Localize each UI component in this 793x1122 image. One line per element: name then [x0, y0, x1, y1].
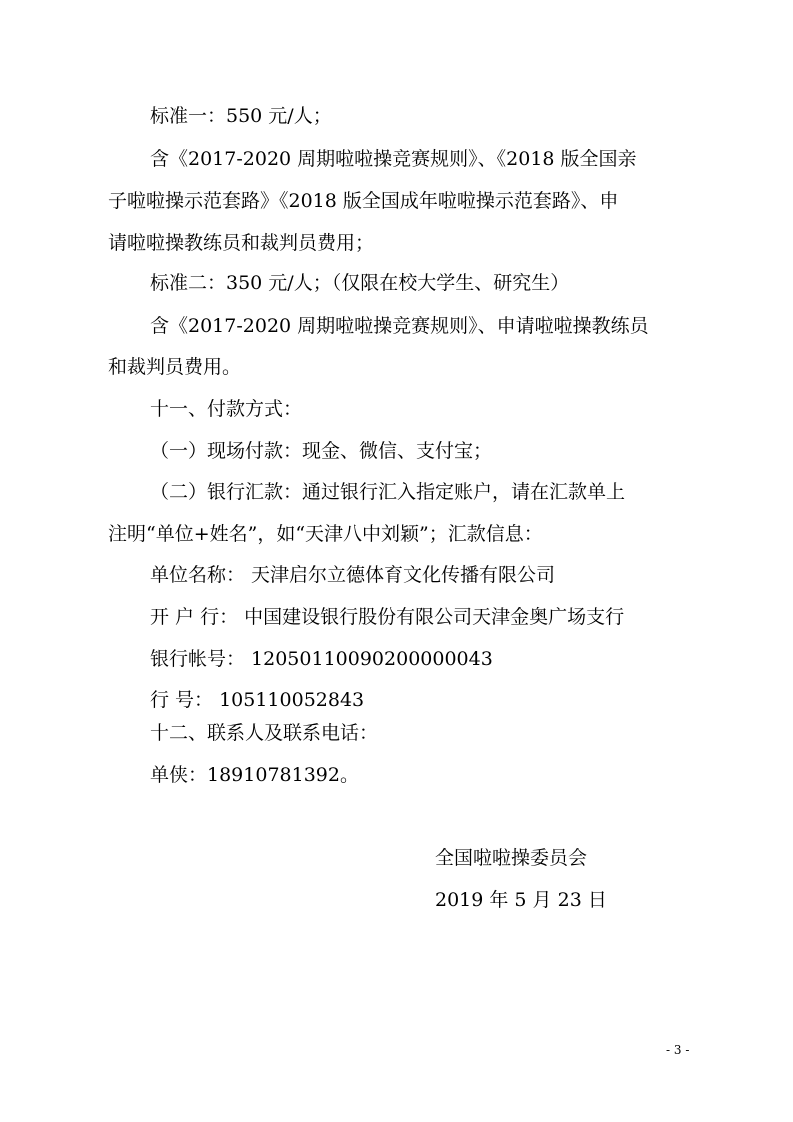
fee-standard-2: 标准二：350 元/人；（仅限在校大学生、研究生）: [150, 272, 570, 294]
fee-standard-1: 标准一：550 元/人；: [150, 105, 332, 127]
payment-method-1: （一）现场付款：现金、微信、支付宝；: [150, 440, 493, 462]
fee-standard-1-includes-line-3: 请啦啦操教练员和裁判员费用；: [108, 232, 375, 254]
contact-person: 单侠：18910781392。: [150, 764, 359, 786]
bank-unit-name: 单位名称： 天津启尔立德体育文化传播有限公司: [150, 564, 556, 586]
fee-standard-2-includes-line-1: 含《2017-2020 周期啦啦操竞赛规则》、申请啦啦操教练员: [150, 315, 649, 337]
bank-account: 银行帐号： 12050110090200000043: [150, 648, 493, 670]
bank-code: 行 号： 105110052843: [150, 689, 365, 711]
fee-standard-1-includes-line-2: 子啦啦操示范套路》《2018 版全国成年啦啦操示范套路》、申: [108, 190, 619, 212]
fee-standard-1-includes-line-1: 含《2017-2020 周期啦啦操竞赛规则》、《2018 版全国亲: [150, 148, 637, 170]
page-number: - 3 -: [666, 1043, 690, 1057]
signature-date: 2019 年 5 月 23 日: [435, 889, 607, 911]
fee-standard-2-includes-line-2: 和裁判员费用。: [108, 356, 242, 378]
payment-method-2-line-1: （二）银行汇款：通过银行汇入指定账户，请在汇款单上: [150, 481, 626, 503]
payment-method-2-line-2: 注明“单位+姓名”，如“天津八中刘颖”；汇款信息：: [108, 523, 543, 545]
contact-heading: 十二、联系人及联系电话：: [150, 722, 379, 744]
bank-name: 开 户 行： 中国建设银行股份有限公司天津金奥广场支行: [150, 606, 625, 628]
payment-heading: 十一、付款方式：: [150, 398, 303, 420]
signature-organization: 全国啦啦操委员会: [435, 847, 588, 869]
